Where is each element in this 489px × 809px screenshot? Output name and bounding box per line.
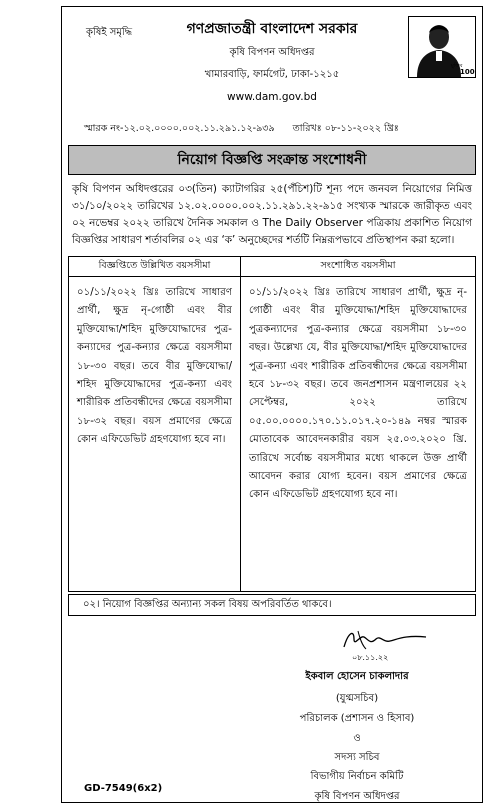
signature: [340, 625, 430, 655]
svg-text:100: 100: [460, 68, 475, 76]
government-name: গণপ্রজাতন্ত্রী বাংলাদেশ সরকার: [186, 21, 358, 37]
office-address: খামারবাড়ি, ফার্মগেট, ঢাকা-১২১৫: [204, 69, 340, 80]
memo-date: তারিখঃ ০৮-১১-২০২২ খ্রিঃ: [292, 123, 399, 134]
notice-body: কৃষি বিপণন অধিদপ্তরের ০৩(তিন) ক্যাটাগরির ২৫(পঁচিশ)টি শূন্য পদে জনবল নিয়োগের নিমিত্ত ৩১/১০/২০২২ তারিখের ১২.০২.০০০০.০০২.১১.২৯১.২২-৯১৫ সংখ্যক স্মারকে জারীকৃত এবং ০২ নভেম্বর ২০২২ তারিখে দৈনিক সমকাল ও The Daily Observer পত্রিকায় প্রকাশিত নিয়োগ বিজ্ঞপ্তির সাধারণ শর্তাবলির ০২ এর ‘ক’ অনুচ্ছেদের শর্তটি নিম্নরূপভাবে প্রতিস্থাপন করা হলো।: [72, 183, 472, 246]
signer-conjunction: ও: [353, 733, 361, 744]
unchanged-terms-note: ০২। নিয়োগ বিজ্ঞপ্তির অন্যান্য সকল বিষয় অপরিবর্তিত থাকবে।: [68, 594, 476, 616]
website: www.dam.gov.bd: [227, 91, 317, 103]
letterhead: [62, 7, 482, 142]
column-header-revised: সংশোধিত বয়সসীমা: [320, 260, 396, 271]
office-name: কৃষি বিপণন অধিদপ্তর: [229, 47, 315, 58]
notice-document: [61, 6, 483, 803]
signer-name: ইকবাল হোসেন চাকলাদার: [305, 671, 409, 682]
signer-designation: পরিচালক (প্রশাসন ও হিসাব): [299, 713, 415, 724]
reference-line: [84, 122, 399, 137]
signer-committee: বিভাগীয় নির্বাচন কমিটি: [310, 771, 404, 782]
column-divider: [240, 257, 241, 591]
age-limit-table: [68, 256, 476, 592]
ad-code: GD-7549(6x2): [84, 783, 163, 794]
table-header: [69, 257, 475, 277]
column-header-original: বিজ্ঞপ্তিতে উল্লিখিত বয়সসীমা: [98, 260, 211, 271]
signer-committee-role: সদস্য সচিব: [334, 752, 380, 763]
logo-lettering: মুজিব: [451, 63, 463, 69]
signer-rank: (যুগ্মসচিব): [335, 693, 379, 704]
slogan: কৃষিই সমৃদ্ধি: [86, 27, 133, 38]
original-age-limit: ০১/১১/২০২২ খ্রিঃ তারিখে সাধারণ প্রার্থী, ক্ষুদ্র নৃ-গোষ্ঠী এবং বীর মুক্তিযোদ্ধা/শহিদ মুক্তিযোদ্ধাদের পুত্র-কন্যাদের পুত্র-কন্যার ক্ষেত্রে বয়সসীমা ১৮-৩০ বছর। তবে বীর মুক্তিযোদ্ধা/শহিদ মুক্তিযোদ্ধাদের পুত্র-কন্যা এবং শারীরিক প্রতিবন্ধীদের ক্ষেত্রে বয়সসীমা ১৮-৩২ বছর। বয়স প্রমাণের ক্ষেত্রে কোন এফিডেভিট গ্রহণযোগ্য হবে না।: [77, 287, 232, 446]
revised-age-limit: ০১/১১/২০২২ খ্রিঃ তারিখে সাধারণ প্রার্থী, ক্ষুদ্র নৃ-গোষ্ঠী এবং বীর মুক্তিযোদ্ধা/শহিদ মুক্তিযোদ্ধাদের পুত্রকন্যাদের পুত্র-কন্যার ক্ষেত্রে বয়সসীমা ১৮-৩০ বছর। উল্লেখ্য যে, বীর মুক্তিযোদ্ধা/শহিদ মুক্তিযোদ্ধাদের পুত্র-কন্যা এবং শারীরিক প্রতিবন্ধীদের ক্ষেত্রে বয়সসীমা হবে ১৮-৩২ বছর। তবে জনপ্রশাসন মন্ত্রণালয়ের ২২ সেপ্টেম্বর, ২০২২ তারিখে ০৫.০০.০০০০.১৭০.১১.০১৭.২০-১৪৯ নম্বর স্মারক মোতাবেক আবেদনকারীর বয়স ২৫.০৩.২০২০ খ্রি. তারিখে সর্বোচ্চ বয়সসীমার মধ্যে থাকলে উক্ত প্রার্থী আবেদন করার যোগ্য হবেন। বয়স প্রমাণের ক্ষেত্রে কোন এফিডেভিট গ্রহণযোগ্য হবে না।: [249, 287, 467, 501]
signature-date: ০৮.১১.২২: [352, 653, 389, 662]
signer-office: কৃষি বিপণন অধিদপ্তর: [314, 791, 400, 802]
mujib-borsho-logo: [408, 16, 476, 78]
memo-number: স্মারক নং-১২.০২.০০০০.০০২.১১.২৯১.১২-৯৩৯: [84, 123, 275, 134]
notice-title: নিয়োগ বিজ্ঞপ্তি সংক্রান্ত সংশোধনী: [68, 145, 476, 175]
